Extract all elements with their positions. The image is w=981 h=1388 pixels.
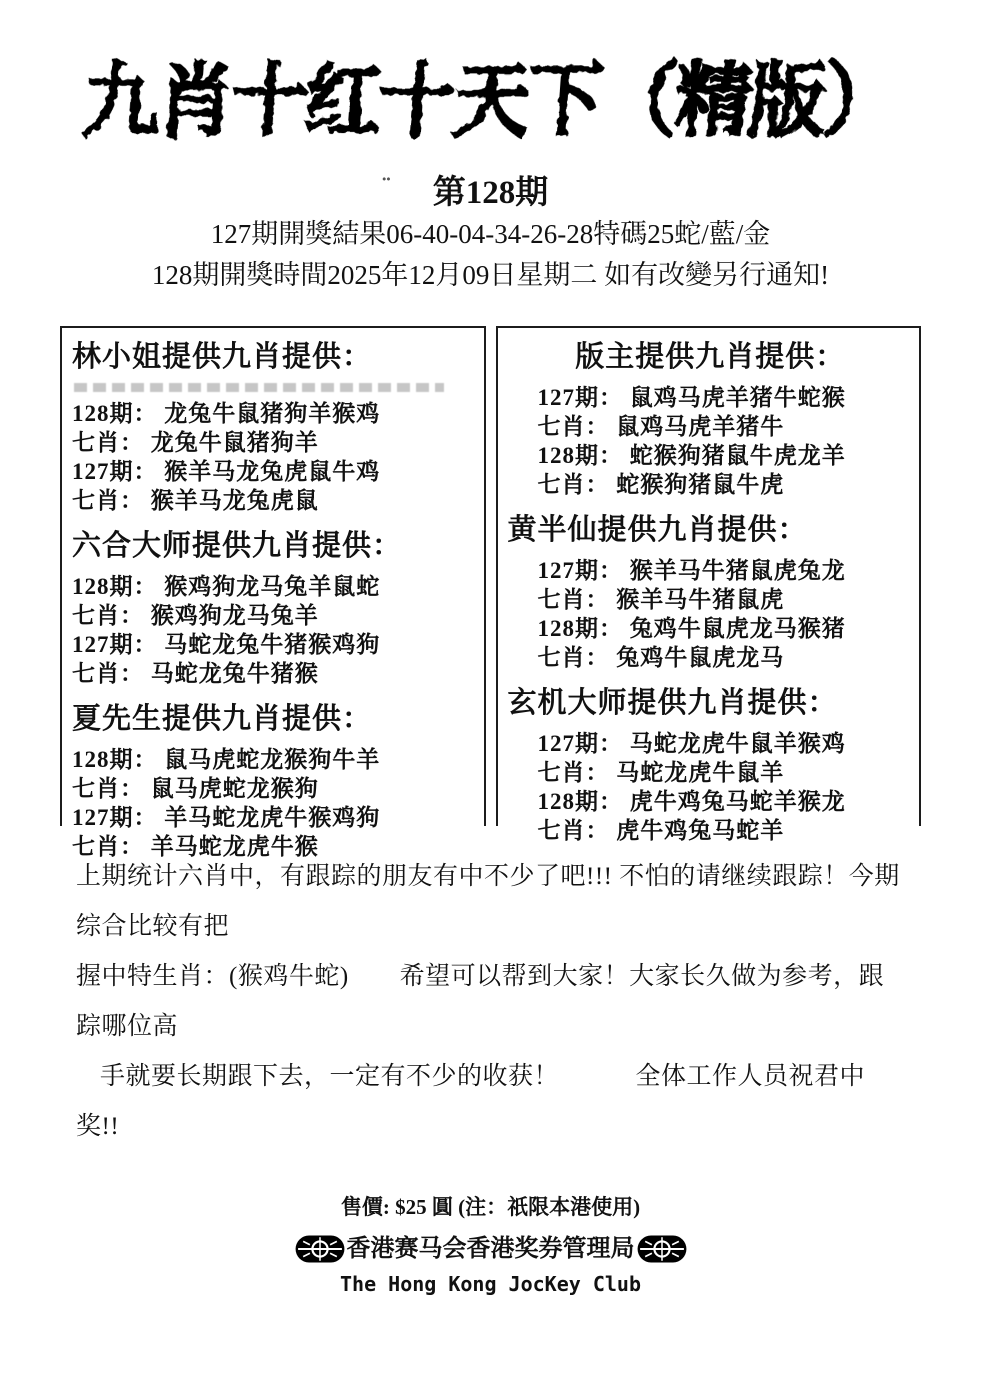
- tip-line: 七肖： 猴羊马牛猪鼠虎: [537, 587, 785, 612]
- tip-line: 127期： 马蛇龙虎牛鼠羊猴鸡: [537, 731, 846, 756]
- tip-line: 七肖： 马蛇龙兔牛猪猴: [72, 661, 319, 686]
- publisher-name-english: The Hong Kong JocKey Club: [339, 1272, 642, 1296]
- publisher-name: 香港赛马会香港奖券管理局: [346, 1236, 635, 1262]
- summary-paragraph: [76, 852, 905, 1152]
- tipster-header: 玄机大师提供九肖提供：: [507, 687, 838, 719]
- tipster-section-banzhu: [508, 340, 914, 499]
- summary-line: 握中特生肖：(猴鸡牛蛇) 希望可以帮到大家！大家长久做为参考，跟踪哪位高: [76, 963, 885, 1040]
- tipster-section-xuanji: [508, 686, 914, 845]
- tip-line: 127期： 羊马蛇龙虎牛猴鸡狗: [72, 805, 381, 830]
- issue-number: 第128期: [432, 175, 549, 211]
- tip-line: 七肖： 兔鸡牛鼠虎龙马: [537, 645, 785, 670]
- tip-line: 七肖： 蛇猴狗猪鼠牛虎: [537, 472, 785, 497]
- tipster-section-xia: [72, 702, 478, 861]
- tips-column-right: [496, 326, 922, 843]
- tip-line: 128期： 龙兔牛鼠猪狗羊猴鸡: [72, 401, 381, 426]
- tips-column-left: [60, 326, 486, 859]
- next-draw-line: 128期開獎時間2025年12月09日星期二 如有改變另行通知!: [151, 260, 830, 290]
- issue-row: [0, 172, 981, 214]
- summary-line: 上期统计六肖中，有跟踪的朋友有中不少了吧!!! 不怕的请继续跟踪！今期综合比较有把: [76, 863, 900, 940]
- hkjc-logo-left-icon: [294, 1233, 346, 1265]
- tip-line: 七肖： 鼠马虎蛇龙猴狗: [72, 776, 319, 801]
- tip-line: 127期： 猴羊马龙兔虎鼠牛鸡: [72, 459, 381, 484]
- tip-line: 七肖： 马蛇龙虎牛鼠羊: [537, 760, 785, 785]
- tip-line: 七肖： 虎牛鸡兔马蛇羊: [537, 818, 785, 843]
- smudge-dots: ¨: [382, 172, 393, 201]
- tip-line: 128期： 猴鸡狗龙马兔羊鼠蛇: [72, 574, 381, 599]
- tip-line: 128期： 兔鸡牛鼠虎龙马猴猪: [537, 616, 846, 641]
- tipster-header: 林小姐提供九肖提供：: [72, 341, 373, 373]
- tip-line: 七肖： 羊马蛇龙虎牛猴: [72, 834, 319, 859]
- masthead-title: 九肖十红十天下（精版）: [80, 53, 901, 148]
- tipster-section-lin: [72, 340, 478, 515]
- tip-line: 七肖： 鼠鸡马虎羊猪牛: [537, 414, 785, 439]
- tip-line: 128期： 蛇猴狗猪鼠牛虎龙羊: [537, 443, 846, 468]
- tip-line: 128期： 虎牛鸡兔马蛇羊猴龙: [537, 789, 846, 814]
- tip-line: 128期： 鼠马虎蛇龙猴狗牛羊: [72, 747, 381, 772]
- price-line: 售價: $25 圓 (注：祇限本港使用): [340, 1195, 641, 1219]
- tipster-section-huangbanxian: [508, 513, 914, 672]
- publisher-row: [0, 1232, 981, 1266]
- tip-line: 127期： 猴羊马牛猪鼠虎兔龙: [537, 558, 846, 583]
- hkjc-logo-right-icon: [636, 1233, 688, 1265]
- tipster-section-liuhe: [72, 529, 478, 688]
- tip-line: 七肖： 猴羊马龙兔虎鼠: [72, 488, 319, 513]
- previous-result-line: 127期開獎結果06-40-04-34-26-28特碼25蛇/藍/金: [210, 219, 771, 249]
- smudged-text-artifact: [74, 383, 444, 392]
- tip-line: 127期： 马蛇龙兔牛猪猴鸡狗: [72, 632, 381, 657]
- tip-line: 七肖： 龙兔牛鼠猪狗羊: [72, 430, 319, 455]
- tipster-header: 六合大师提供九肖提供：: [72, 530, 403, 562]
- tipster-header: 版主提供九肖提供：: [575, 341, 846, 373]
- tipster-header: 夏先生提供九肖提供：: [72, 703, 373, 735]
- summary-line: 手就要长期跟下去，一定有不少的收获！ 全体工作人员祝君中奖!!: [76, 1063, 866, 1140]
- tip-line: 127期： 鼠鸡马虎羊猪牛蛇猴: [537, 385, 846, 410]
- tip-line: 七肖： 猴鸡狗龙马兔羊: [72, 603, 319, 628]
- tips-table: [60, 326, 921, 859]
- tipster-header: 黄半仙提供九肖提供：: [507, 514, 808, 546]
